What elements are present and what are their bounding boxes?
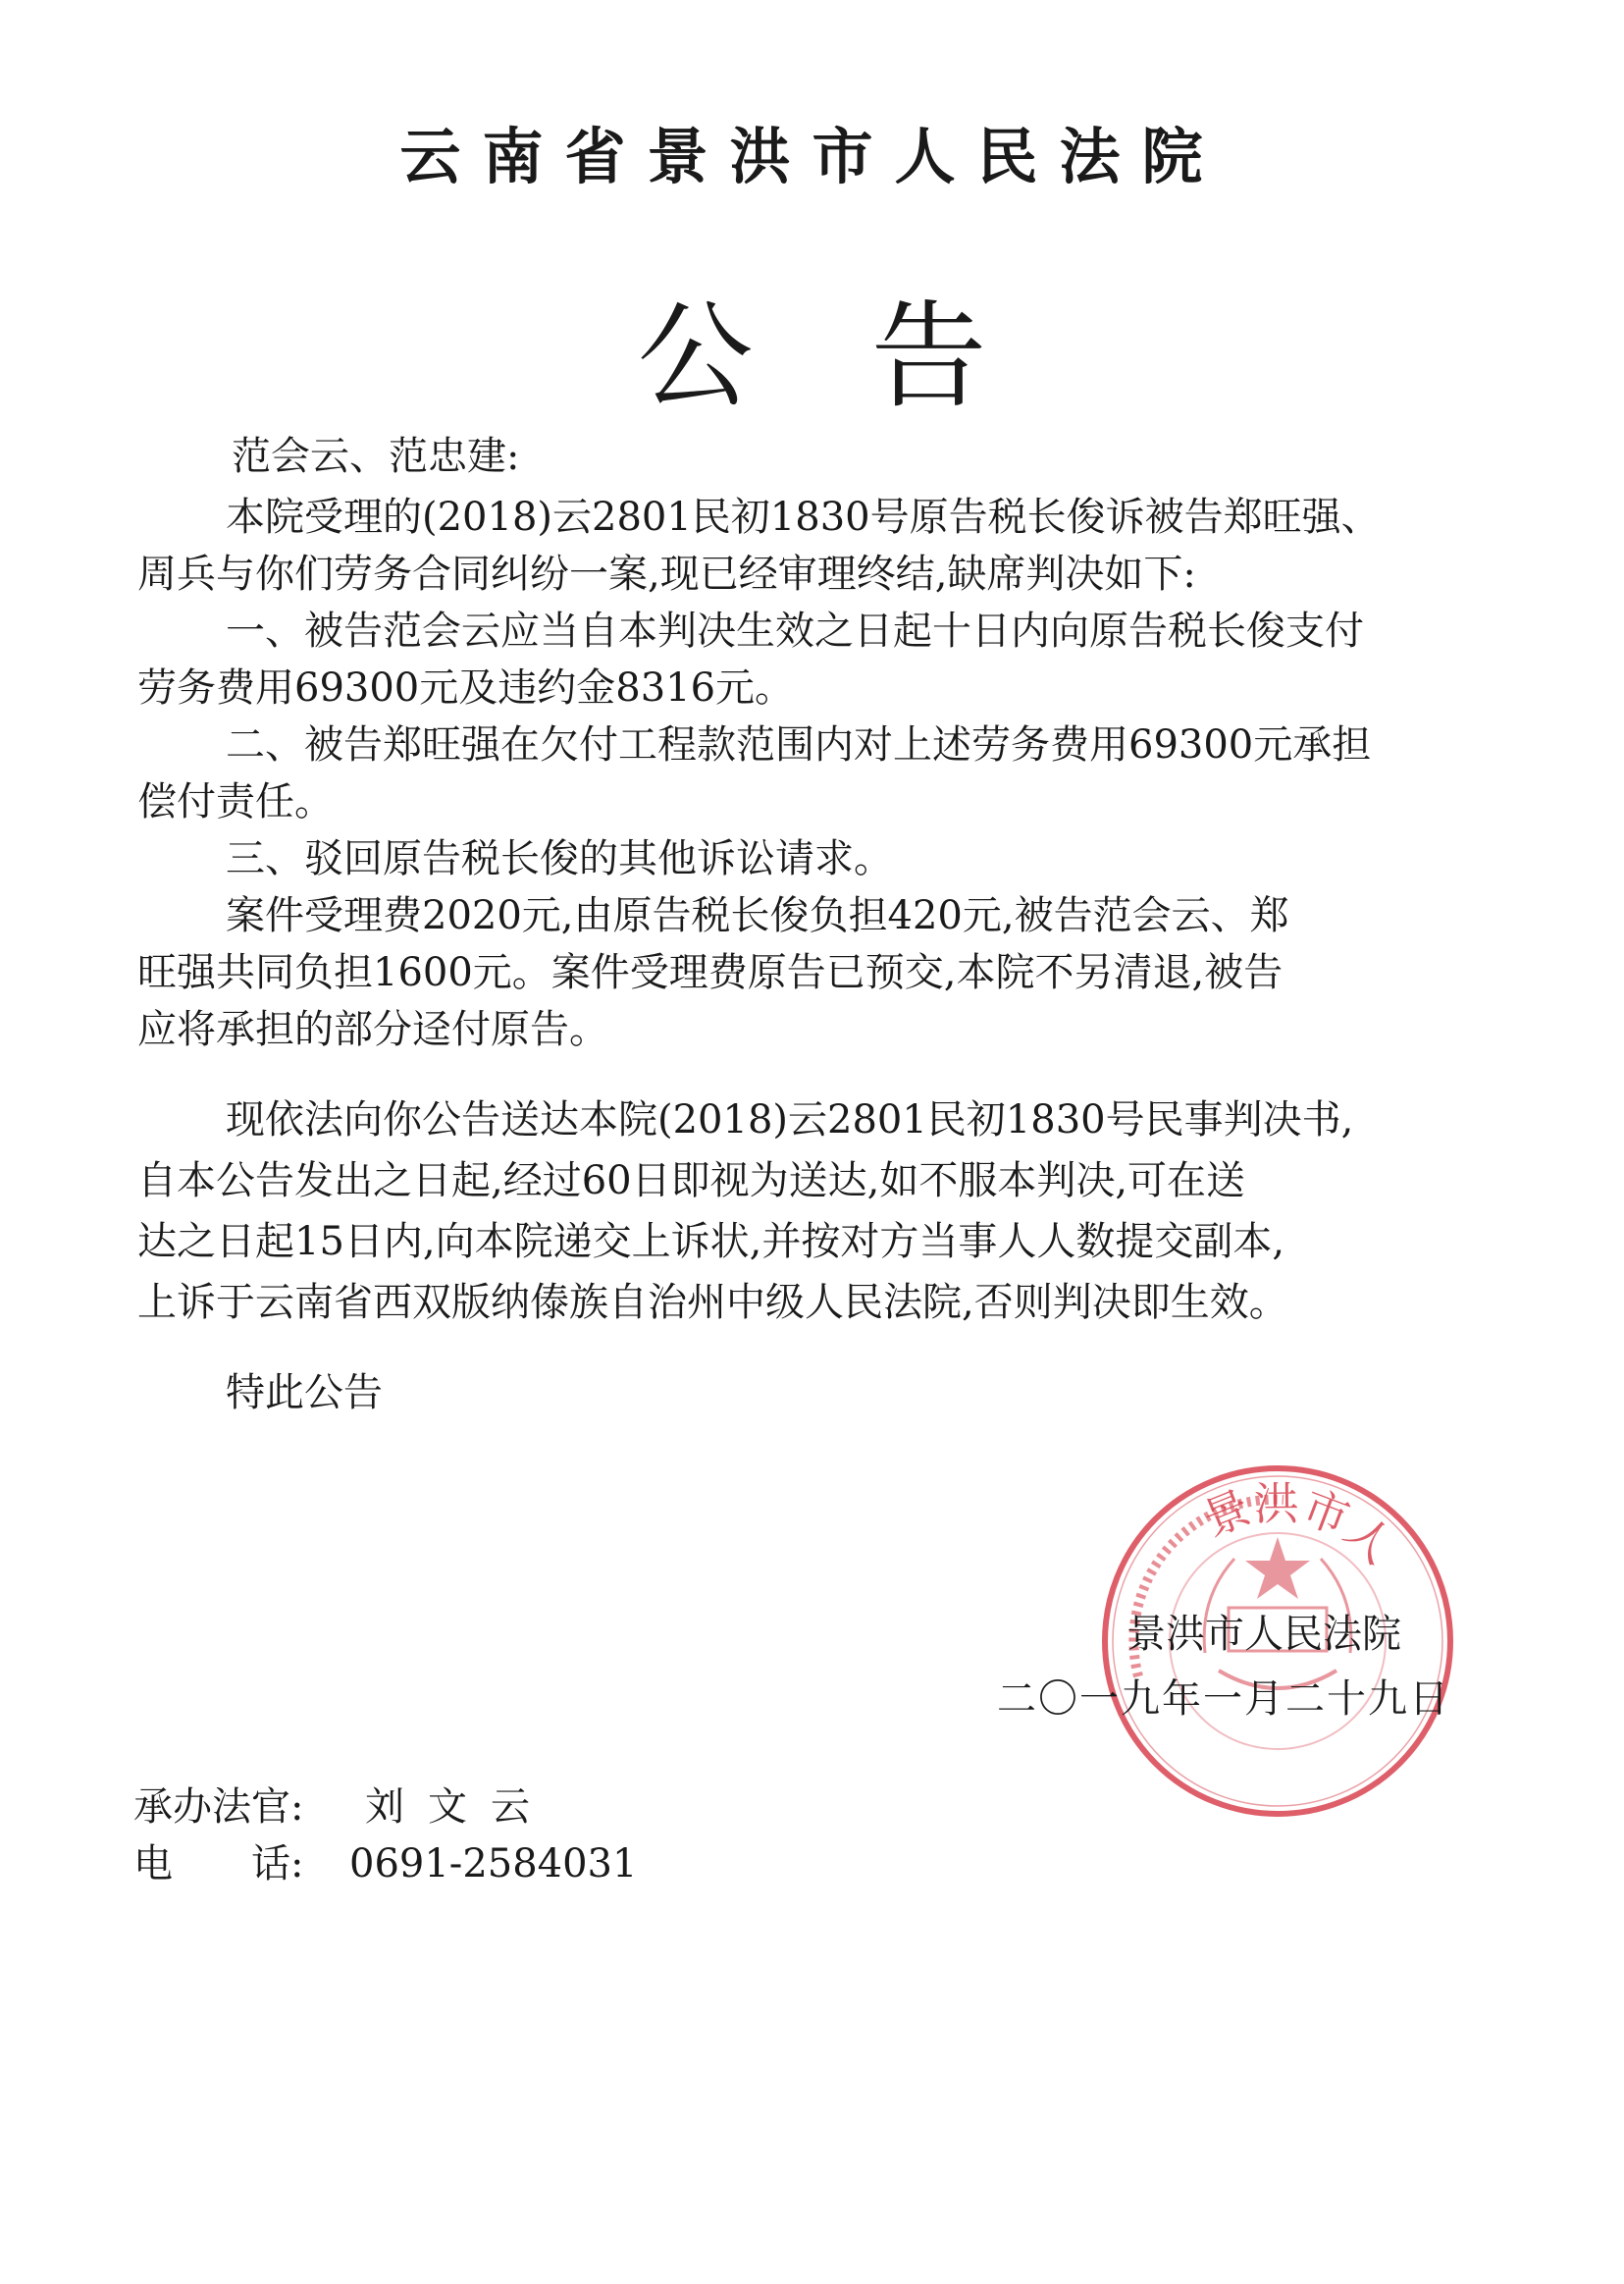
paragraph-6-line-4: 上诉于云南省西双版纳傣族自治州中级人民法院,否则判决即生效。 bbox=[137, 1280, 1288, 1325]
paragraph-2-line-2: 劳务费用69300元及违约金8316元。 bbox=[137, 665, 795, 711]
closing-text: 特此公告 bbox=[226, 1370, 383, 1415]
paragraph-5-line-3: 应将承担的部分迳付原告。 bbox=[137, 1007, 608, 1052]
phone-label: 电 话: bbox=[133, 1841, 304, 1886]
signature-date: 二〇一九年一月二十九日 bbox=[997, 1676, 1450, 1722]
judge-row bbox=[133, 1779, 637, 1835]
paragraph-3-line-2: 偿付责任。 bbox=[137, 779, 334, 824]
paragraph-5-line-2: 旺强共同负担1600元。案件受理费原告已预交,本院不另清退,被告 bbox=[137, 950, 1283, 995]
notice-title: 公告 bbox=[637, 289, 1105, 424]
phone-value: 0691-2584031 bbox=[349, 1841, 638, 1886]
paragraph-1-line-1: 本院受理的(2018)云2801民初1830号原告税长俊诉被告郑旺强、 bbox=[226, 495, 1381, 540]
paragraph-3-line-1: 二、被告郑旺强在欠付工程款范围内对上述劳务费用69300元承担 bbox=[226, 722, 1372, 768]
contact-info bbox=[133, 1779, 637, 1892]
judge-label: 承办法官: bbox=[133, 1784, 304, 1830]
paragraph-5-line-1: 案件受理费2020元,由原告税长俊负担420元,被告范会云、郑 bbox=[226, 893, 1289, 938]
court-title: 云南省景洪市人民法院 bbox=[399, 121, 1225, 192]
signature-court: 景洪市人民法院 bbox=[1126, 1612, 1401, 1657]
paragraph-1-line-2: 周兵与你们劳务合同纠纷一案,现已经审理终结,缺席判决如下: bbox=[137, 552, 1196, 597]
paragraph-2-line-1: 一、被告范会云应当自本判决生效之日起十日内向原告税长俊支付 bbox=[226, 609, 1364, 654]
seal-chinese-text: 景洪市人 bbox=[1195, 1476, 1404, 1574]
phone-row bbox=[133, 1835, 637, 1892]
notice-body bbox=[137, 428, 1492, 1421]
addressee: 范会云、范忠建: bbox=[232, 434, 520, 479]
paragraph-6-line-1: 现依法向你公告送达本院(2018)云2801民初1830号民事判决书, bbox=[226, 1097, 1354, 1142]
paragraph-6-line-2: 自本公告发出之日起,经过60日即视为送达,如不服本判决,可在送 bbox=[137, 1158, 1246, 1203]
paragraph-4-line-1: 三、驳回原告税长俊的其他诉讼请求。 bbox=[226, 836, 893, 881]
paragraph-6-line-3: 达之日起15日内,向本院递交上诉状,并按对方当事人人数提交副本, bbox=[137, 1219, 1285, 1264]
judge-name: 刘文云 bbox=[365, 1784, 553, 1830]
